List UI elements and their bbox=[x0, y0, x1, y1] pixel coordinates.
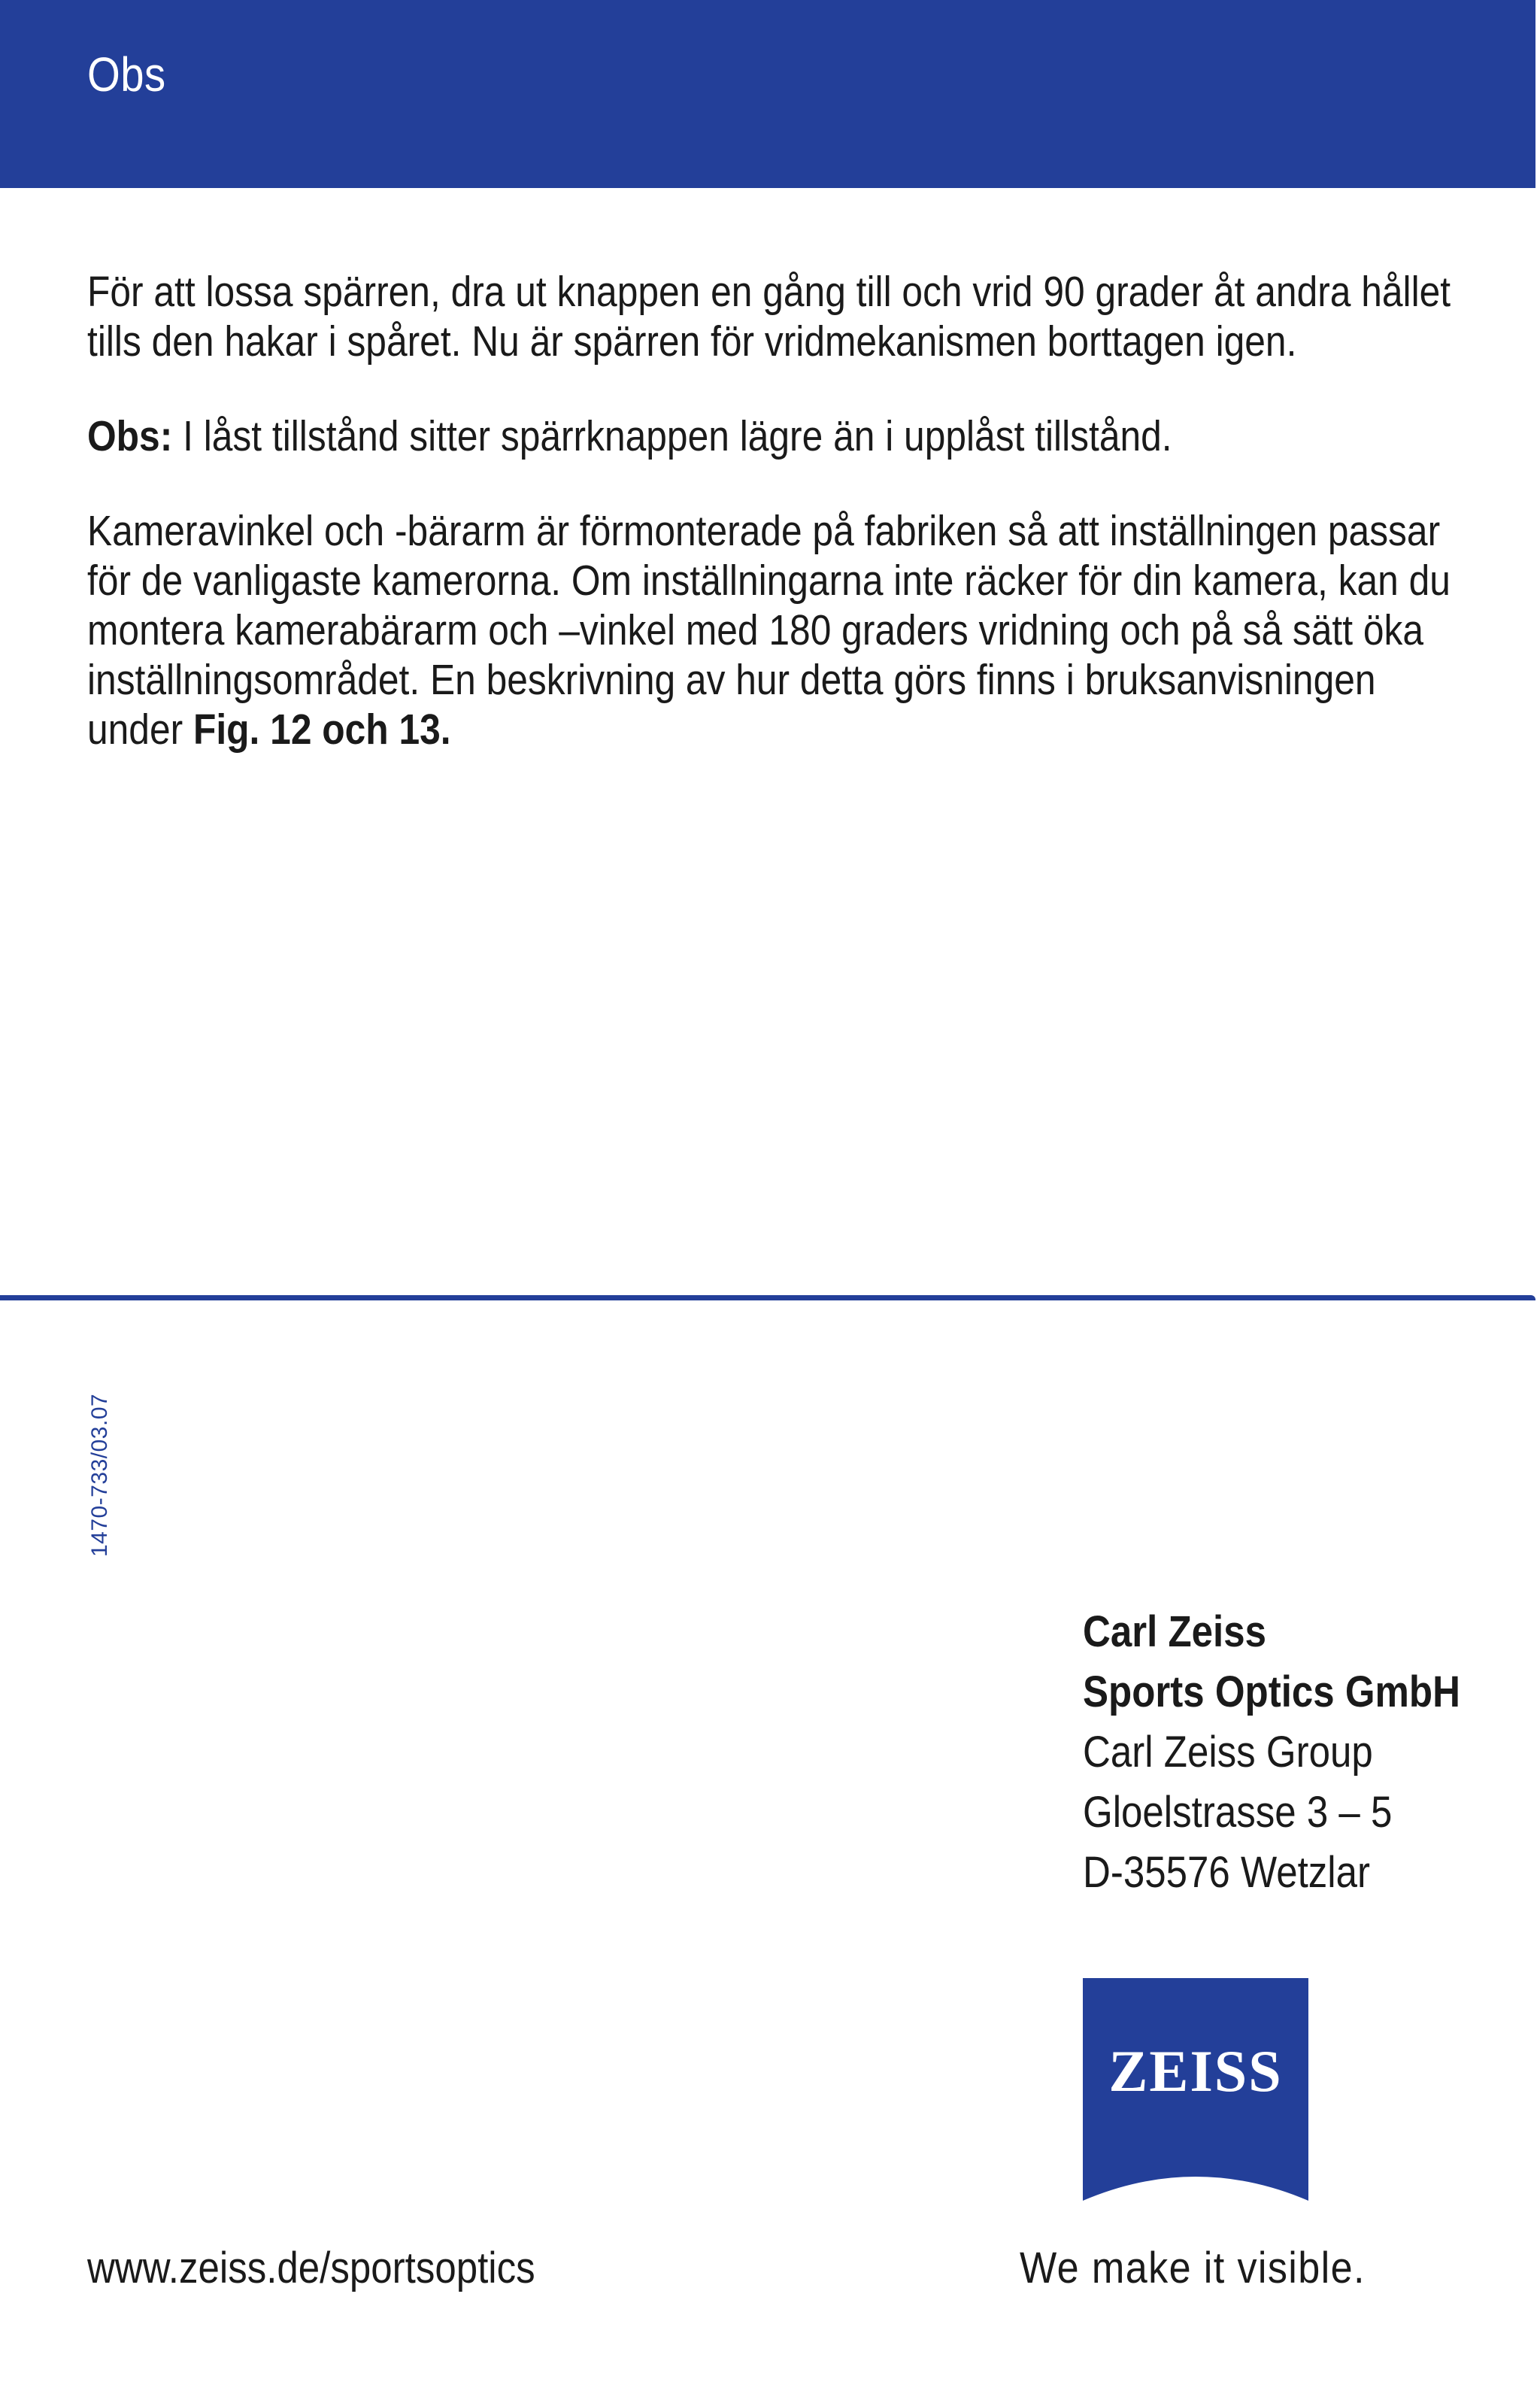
address-group: Carl Zeiss Group bbox=[1083, 1728, 1373, 1777]
section-divider bbox=[0, 1295, 1535, 1300]
camera-mount-text: Kameravinkel och -bärarm är förmonterade på fabriken så att inställningen passar för de vanligaste kamerorna. Om inställningarna inte räcker för din kamera, kan du montera kamerabärarm och –vinkel med 180 graders vridning och på så sätt öka inställningsområdet. En beskrivning av hur detta görs finns i bruksanvisningen under bbox=[87, 507, 1451, 753]
note-label: Obs: bbox=[87, 412, 173, 460]
page-title: Obs bbox=[87, 47, 166, 102]
website-link[interactable]: www.zeiss.de/sportsoptics bbox=[87, 2244, 535, 2292]
paragraph-note bbox=[87, 411, 1456, 461]
note-text: I låst tillstånd sitter spärrknappen lägre än i upplåst tillstånd. bbox=[172, 412, 1172, 460]
address-street: Gloelstrasse 3 – 5 bbox=[1083, 1788, 1393, 1837]
paragraph-release-lock: För att lossa spärren, dra ut knappen en gång till och vrid 90 grader åt andra hållet tills den hakar i spåret. Nu är spärren för vridmekanismen borttagen igen. bbox=[87, 268, 1451, 365]
main-content bbox=[87, 267, 1456, 800]
address-city: D-35576 Wetzlar bbox=[1083, 1848, 1371, 1897]
company-address bbox=[1083, 1602, 1504, 1903]
zeiss-logo-icon bbox=[1083, 1978, 1308, 2204]
address-company-division: Sports Optics GmbH bbox=[1083, 1667, 1460, 1716]
header-bar bbox=[0, 0, 1535, 188]
zeiss-logo bbox=[1083, 1978, 1308, 2204]
figure-reference: Fig. 12 och 13. bbox=[192, 705, 451, 753]
document-code: 1470-733/03.07 bbox=[87, 1393, 112, 1557]
paragraph-camera-mount bbox=[87, 506, 1456, 754]
tagline: We make it visible. bbox=[1020, 2244, 1366, 2292]
logo-wordmark: ZEISS bbox=[1108, 2038, 1283, 2104]
address-company-name: Carl Zeiss bbox=[1083, 1607, 1266, 1656]
